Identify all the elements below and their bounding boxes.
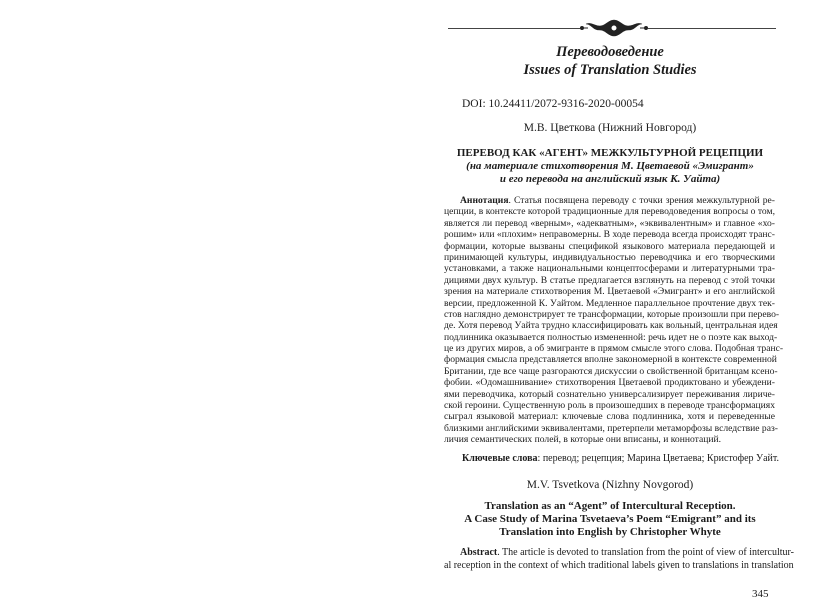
keywords-label: Ключевые слова <box>462 453 538 464</box>
annotation-line: ской героини. Существенную роль в произошедших в переводе трансформациях <box>444 400 775 412</box>
annotation-line: личия семантических полей, в которые они вписаны, и коннотаций. <box>444 434 722 446</box>
article-title-en-line: Translation as an “Agent” of Intercultural Reception. <box>484 500 736 512</box>
annotation-line: установками, а также национальными концептосферами и литературными тра- <box>444 263 775 275</box>
page-number: 345 <box>752 588 769 600</box>
annotation-line: цепции, в контексте которой традиционные для переводоведения вопросы о том, <box>444 206 775 218</box>
article-title-ru: ПЕРЕВОД КАК «АГЕНТ» МЕЖКУЛЬТУРНОЙ РЕЦЕПЦИИ <box>456 147 764 159</box>
annotation-line: формация смысла представляется вполне закономерной в контексте современной <box>444 354 777 366</box>
ornament-rule-left <box>448 28 580 29</box>
keywords-ru <box>462 453 779 464</box>
abstract-en-line <box>444 547 794 560</box>
annotation-line <box>444 195 775 206</box>
annotation-line: це из других миров, а об эмигранте в прямом смысле этого слова. Подобная транс- <box>444 343 784 355</box>
annotation-ru <box>444 195 784 446</box>
journal-title-en: Issues of Translation Studies <box>523 62 697 78</box>
annotation-line: близкими английскими эквивалентами, претерпели метаморфозы вследствие раз- <box>444 422 778 434</box>
keywords-text: : перевод; рецепция; Марина Цветаева; Кристофер Уайт. <box>537 453 780 464</box>
annotation-line: зрения на материале стихотворения М. Цветаевой «Эмигрант» и его английской <box>444 286 775 298</box>
abstract-label: Abstract <box>460 547 498 558</box>
annotation-line: рошим» или «плохим» неправомерны. В ходе перевода всегда происходят транс- <box>444 229 775 241</box>
journal-title-ru: Переводоведение <box>556 44 664 60</box>
annotation-line: принимающей культуры, индивидуальностью переводчика и его творческими <box>444 251 775 263</box>
annotation-line: формации, которые вызваны спецификой языкового материала передающей и <box>444 240 775 252</box>
annotation-line: подлинника оказывается полностью измененной: речь идет не о поэте как выход- <box>444 331 778 343</box>
annotation-line: фобии. «Одомашнивание» стихотворения Цветаевой продиктовано и убеждени- <box>444 377 775 389</box>
article-subtitle-ru-line: и его перевода на английский язык К. Уайта) <box>499 173 721 185</box>
annotation-line: Британии, где все чаще разгораются дискуссии о свойственной британцам ксено- <box>444 365 778 377</box>
article-subtitle-ru-line: (на материале стихотворения М. Цветаевой «Эмигрант» <box>466 160 754 172</box>
annotation-text: . Статья посвящена переводу с точки зрения межкультурной ре- <box>508 195 775 206</box>
annotation-line: версии, предложенной К. Уайтом. Медленное параллельное прочтение двух тек- <box>444 297 775 309</box>
annotation-label: Аннотация <box>460 195 509 206</box>
doi: DOI: 10.24411/2072-9316-2020-00054 <box>462 98 644 110</box>
ornament-rule-right <box>648 28 776 29</box>
annotation-line: ями переводчика, который сознательно универсализирует переживания лириче- <box>444 388 775 400</box>
author-ru: М.В. Цветкова (Нижний Новгород) <box>523 122 697 134</box>
article-title-en-line: Translation into English by Christopher Whyte <box>499 526 721 538</box>
ornament-flourish-icon <box>578 16 650 40</box>
article-title-en-line: A Case Study of Marina Tsvetaeva’s Poem “Emigrant” and its <box>464 513 756 525</box>
annotation-line: является ли перевод «верным», «адекватным», «эквивалентным» и главное «хо- <box>444 217 775 229</box>
abstract-text: . The article is devoted to translation from the point of view of intercultur- <box>497 547 794 558</box>
annotation-line: сыграл языковой материал: ключевые слова подлинника, хотя и переведенные <box>444 411 775 423</box>
annotation-line: дициями двух культур. В статье предлагается взглянуть на перевод с этой точки <box>444 274 775 286</box>
author-en: M.V. Tsvetkova (Nizhny Novgorod) <box>526 479 694 491</box>
annotation-line: стов наглядно демонстрирует те трансформации, которые произошли при перево- <box>444 308 780 320</box>
abstract-en-line: al reception in the context of which traditional labels given to translations in translation <box>444 560 794 571</box>
annotation-line: де. Хотя перевод Уайта трудно классифицировать как вольный, центральная идея <box>444 320 778 332</box>
